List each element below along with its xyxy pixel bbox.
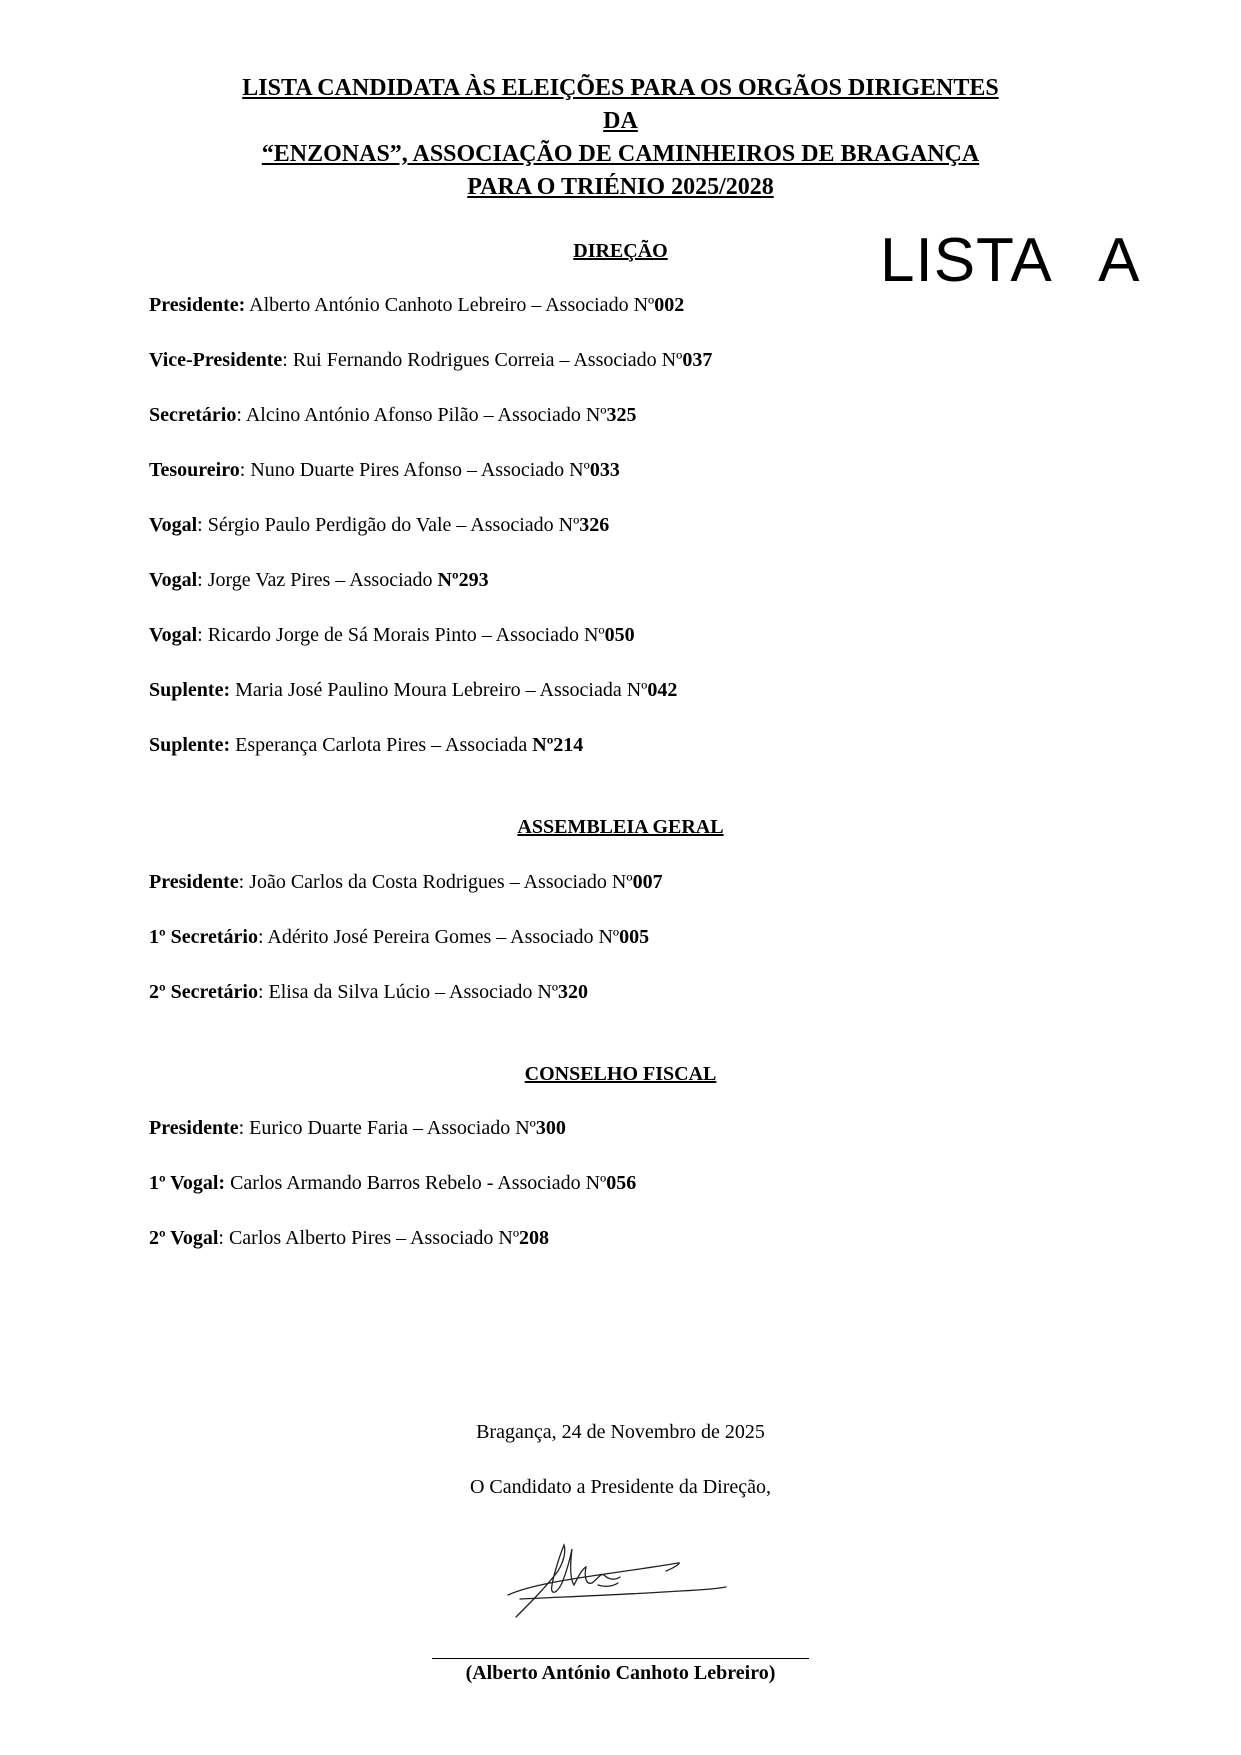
entry-role: Vice-Presidente	[149, 349, 283, 371]
document-date: Bragança, 24 de Novembro de 2025	[476, 1421, 765, 1443]
direcao-entry	[149, 459, 620, 482]
entry-name: : Carlos Alberto Pires – Associado Nº	[218, 1227, 520, 1249]
conselho-entry	[149, 1172, 636, 1195]
entry-role: Presidente	[149, 1117, 239, 1139]
entry-number: Nº293	[437, 569, 489, 591]
signature-line	[432, 1658, 809, 1659]
section-heading-conselho: CONSELHO FISCAL	[524, 1063, 717, 1085]
closing-line: O Candidato a Presidente da Direção,	[469, 1476, 771, 1498]
handwritten-signature	[500, 1525, 740, 1625]
entry-number: 056	[606, 1172, 637, 1194]
entry-name: : Ricardo Jorge de Sá Morais Pinto – Associado Nº	[197, 624, 605, 646]
document-title	[0, 72, 1241, 204]
title-line-3: “ENZONAS”, ASSOCIAÇÃO DE CAMINHEIROS DE BRAGANÇA	[261, 141, 980, 167]
section-heading-assembleia: ASSEMBLEIA GERAL	[517, 816, 724, 838]
entry-role: Vogal	[149, 514, 198, 536]
assembleia-entry	[149, 981, 588, 1004]
conselho-entry	[149, 1227, 549, 1250]
entry-role: Suplente:	[149, 679, 231, 701]
entry-name: : Sérgio Paulo Perdigão do Vale – Associado Nº	[197, 514, 580, 536]
conselho-entry	[149, 1117, 566, 1140]
entry-number: 042	[647, 679, 678, 701]
entry-role: 2º Vogal	[149, 1227, 219, 1249]
direcao-entry	[149, 734, 583, 757]
entry-name: Alberto António Canhoto Lebreiro – Associado Nº	[245, 294, 655, 316]
entry-number: 050	[604, 624, 635, 646]
entry-number: 320	[558, 981, 589, 1003]
assembleia-entry	[149, 926, 649, 949]
assembleia-entry	[149, 871, 663, 894]
entry-number: 037	[682, 349, 713, 371]
entry-number: Nº214	[532, 734, 584, 756]
entry-name: Esperança Carlota Pires – Associada	[230, 734, 533, 756]
entry-number: 326	[579, 514, 610, 536]
entry-name: Maria José Paulino Moura Lebreiro – Associada Nº	[230, 679, 648, 701]
entry-role: Suplente:	[149, 734, 231, 756]
entry-number: 300	[535, 1117, 566, 1139]
entry-name: : Alcino António Afonso Pilão – Associado Nº	[236, 404, 607, 426]
entry-name: : Nuno Duarte Pires Afonso – Associado Nº	[239, 459, 590, 481]
entry-number: 033	[589, 459, 620, 481]
entry-name: : João Carlos da Costa Rodrigues – Associado Nº	[238, 871, 633, 893]
entry-role: Secretário	[149, 404, 237, 426]
entry-name: : Eurico Duarte Faria – Associado Nº	[238, 1117, 536, 1139]
direcao-entry	[149, 514, 609, 537]
entry-role: Tesoureiro	[149, 459, 240, 481]
direcao-entry	[149, 679, 677, 702]
entry-role: 1º Vogal:	[149, 1172, 226, 1194]
entry-role: Presidente:	[149, 294, 246, 316]
entry-role: 1º Secretário	[149, 926, 258, 948]
entry-role: Vogal	[149, 624, 198, 646]
direcao-entry	[149, 569, 489, 592]
entry-number: 325	[606, 404, 637, 426]
direcao-entry	[149, 404, 636, 427]
direcao-entry	[149, 294, 684, 317]
entry-number: 002	[654, 294, 685, 316]
entry-name: : Jorge Vaz Pires – Associado	[197, 569, 438, 591]
entry-number: 208	[519, 1227, 550, 1249]
signatory-name: (Alberto António Canhoto Lebreiro)	[465, 1662, 776, 1684]
entry-role: 2º Secretário	[149, 981, 258, 1003]
direcao-entry	[149, 624, 635, 647]
title-line-2: DA	[603, 108, 638, 134]
lista-label: LISTA A	[880, 226, 1141, 295]
entry-name: : Rui Fernando Rodrigues Correia – Associado Nº	[282, 349, 683, 371]
entry-number: 005	[619, 926, 650, 948]
title-line-1: LISTA CANDIDATA ÀS ELEIÇÕES PARA OS ORGÃOS DIRIGENTES	[242, 75, 999, 101]
entry-number: 007	[632, 871, 663, 893]
entry-name: : Adérito José Pereira Gomes – Associado Nº	[257, 926, 620, 948]
entry-role: Presidente	[149, 871, 239, 893]
section-heading-direcao: DIREÇÃO	[573, 240, 668, 262]
entry-name: : Elisa da Silva Lúcio – Associado Nº	[257, 981, 559, 1003]
title-line-4: PARA O TRIÉNIO 2025/2028	[467, 174, 774, 200]
entry-name: Carlos Armando Barros Rebelo - Associado Nº	[225, 1172, 607, 1194]
direcao-entry	[149, 349, 712, 372]
entry-role: Vogal	[149, 569, 198, 591]
